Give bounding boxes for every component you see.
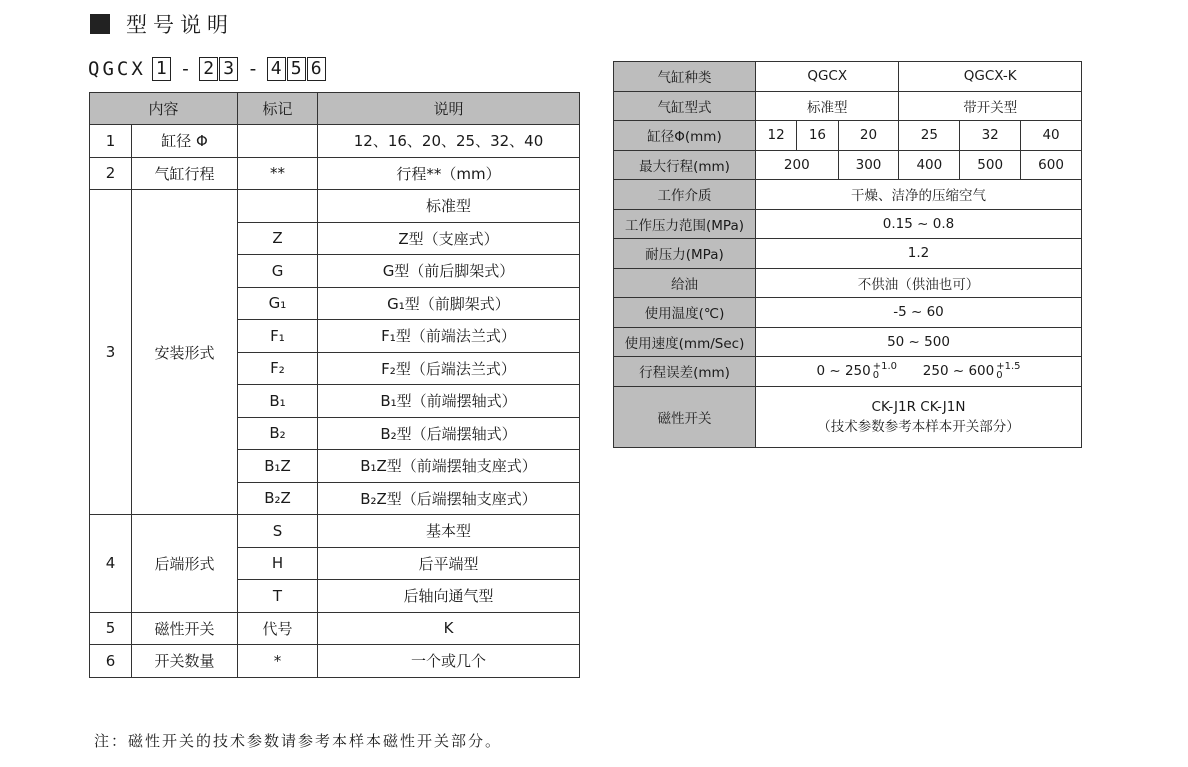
model-dash: - xyxy=(247,58,259,80)
row-number: 2 xyxy=(90,157,132,190)
row-desc: 后轴向通气型 xyxy=(318,580,580,613)
spec-label: 行程误差(mm) xyxy=(614,357,756,387)
spec-value xyxy=(756,386,1082,447)
spec-label: 最大行程(mm) xyxy=(614,150,756,180)
spec-row-speed xyxy=(614,327,1082,357)
table-row xyxy=(90,612,580,645)
table-row xyxy=(90,157,580,190)
spec-value: 干燥、洁净的压缩空气 xyxy=(756,180,1082,210)
row-mark: F₁ xyxy=(238,320,318,353)
tolerance-upper: +1.5 xyxy=(996,361,1021,373)
table-row xyxy=(90,190,580,223)
spec-row-switch xyxy=(614,386,1082,447)
row-desc: 标准型 xyxy=(318,190,580,223)
stroke-value: 200 xyxy=(756,150,839,180)
row-mark: B₁ xyxy=(238,385,318,418)
row-content: 缸径 Φ xyxy=(132,125,238,158)
spec-label: 工作压力范围(MPa) xyxy=(614,209,756,239)
row-number: 6 xyxy=(90,645,132,678)
row-content: 开关数量 xyxy=(132,645,238,678)
spec-row-lube xyxy=(614,268,1082,298)
row-mark: T xyxy=(238,580,318,613)
spec-row-form xyxy=(614,91,1082,121)
tolerance-limits xyxy=(996,362,1020,380)
row-desc: 12、16、20、25、32、40 xyxy=(318,125,580,158)
tolerance-range: 0 ~ 250 xyxy=(816,363,871,380)
row-number: 5 xyxy=(90,612,132,645)
spec-label: 耐压力(MPa) xyxy=(614,239,756,269)
row-desc: 后平端型 xyxy=(318,547,580,580)
table-row xyxy=(90,125,580,158)
bore-value: 25 xyxy=(899,121,960,151)
spec-value: 标准型 xyxy=(756,91,899,121)
spec-label: 给油 xyxy=(614,268,756,298)
stroke-value: 400 xyxy=(899,150,960,180)
spec-label: 工作介质 xyxy=(614,180,756,210)
spec-value: 1.2 xyxy=(756,239,1082,269)
section-title-text: 型号说明 xyxy=(126,13,234,37)
row-desc: B₁Z型（前端摆轴支座式） xyxy=(318,450,580,483)
row-desc: B₂型（后端摆轴式） xyxy=(318,417,580,450)
model-description-table xyxy=(89,92,580,678)
spec-table xyxy=(613,61,1082,448)
tolerance-upper: +1.0 xyxy=(872,361,898,373)
row-mark: H xyxy=(238,547,318,580)
bore-value: 16 xyxy=(797,121,838,151)
spec-value: QGCX-K xyxy=(899,62,1082,92)
bore-value: 20 xyxy=(838,121,899,151)
stroke-value: 600 xyxy=(1021,150,1082,180)
row-mark: B₂ xyxy=(238,417,318,450)
row-mark xyxy=(238,190,318,223)
spec-value: 0.15 ~ 0.8 xyxy=(756,209,1082,239)
bore-value: 40 xyxy=(1021,121,1082,151)
row-content: 安装形式 xyxy=(132,190,238,515)
spec-label: 磁性开关 xyxy=(614,386,756,447)
stroke-value: 300 xyxy=(838,150,899,180)
spec-row-bore xyxy=(614,121,1082,151)
row-mark: B₂Z xyxy=(238,482,318,515)
row-number: 1 xyxy=(90,125,132,158)
tolerance-limits xyxy=(873,362,897,380)
footnote: 注：磁性开关的技术参数请参考本样本磁性开关部分。 xyxy=(94,732,503,750)
switch-note: （技术参数参考本样本开关部分） xyxy=(817,418,1020,435)
row-desc: B₁型（前端摆轴式） xyxy=(318,385,580,418)
row-mark xyxy=(238,125,318,158)
model-digit-2: 2 xyxy=(199,57,218,81)
row-desc: F₁型（前端法兰式） xyxy=(318,320,580,353)
spec-value: 50 ~ 500 xyxy=(756,327,1082,357)
row-mark: * xyxy=(238,645,318,678)
spec-value xyxy=(756,357,1082,387)
row-desc: F₂型（后端法兰式） xyxy=(318,352,580,385)
row-mark: G₁ xyxy=(238,287,318,320)
model-prefix: QGCX xyxy=(88,58,146,80)
row-desc: 行程**（mm） xyxy=(318,157,580,190)
table-row xyxy=(90,515,580,548)
row-number: 4 xyxy=(90,515,132,613)
model-digit-6: 6 xyxy=(307,57,326,81)
spec-label: 缸径Φ(mm) xyxy=(614,121,756,151)
spec-row-temp xyxy=(614,298,1082,328)
spec-row-stroke xyxy=(614,150,1082,180)
spec-value: 带开关型 xyxy=(899,91,1082,121)
spec-label: 气缸型式 xyxy=(614,91,756,121)
row-mark: 代号 xyxy=(238,612,318,645)
model-digit-3: 3 xyxy=(219,57,238,81)
row-content: 气缸行程 xyxy=(132,157,238,190)
row-desc: G型（前后脚架式） xyxy=(318,255,580,288)
model-digit-1: 1 xyxy=(152,57,171,81)
row-desc: G₁型（前脚架式） xyxy=(318,287,580,320)
row-content: 磁性开关 xyxy=(132,612,238,645)
row-desc: Z型（支座式） xyxy=(318,222,580,255)
tolerance-lower: 0 xyxy=(872,370,880,382)
spec-row-pressure xyxy=(614,209,1082,239)
row-mark: B₁Z xyxy=(238,450,318,483)
row-mark: Z xyxy=(238,222,318,255)
bore-value: 32 xyxy=(960,121,1021,151)
row-desc: B₂Z型（后端摆轴支座式） xyxy=(318,482,580,515)
row-desc: 一个或几个 xyxy=(318,645,580,678)
row-mark: G xyxy=(238,255,318,288)
spec-row-type xyxy=(614,62,1082,92)
row-mark: F₂ xyxy=(238,352,318,385)
spec-row-tolerance xyxy=(614,357,1082,387)
spec-row-medium xyxy=(614,180,1082,210)
spec-label: 气缸种类 xyxy=(614,62,756,92)
spec-value: 不供油（供油也可） xyxy=(756,268,1082,298)
spec-row-proof xyxy=(614,239,1082,269)
spec-label: 使用速度(mm/Sec) xyxy=(614,327,756,357)
header-desc: 说明 xyxy=(318,93,580,125)
spec-label: 使用温度(℃) xyxy=(614,298,756,328)
spec-value: QGCX xyxy=(756,62,899,92)
row-number: 3 xyxy=(90,190,132,515)
table-row xyxy=(90,645,580,678)
model-code xyxy=(88,56,327,82)
row-desc: K xyxy=(318,612,580,645)
spec-value: -5 ~ 60 xyxy=(756,298,1082,328)
section-title xyxy=(90,8,234,40)
stroke-value: 500 xyxy=(960,150,1021,180)
model-digit-4: 4 xyxy=(267,57,286,81)
row-desc: 基本型 xyxy=(318,515,580,548)
row-content: 后端形式 xyxy=(132,515,238,613)
header-mark: 标记 xyxy=(238,93,318,125)
model-dash: - xyxy=(179,58,192,80)
tolerance-lower: 0 xyxy=(996,370,1003,382)
table-header-row xyxy=(90,93,580,125)
model-digit-5: 5 xyxy=(287,57,306,81)
bore-value: 12 xyxy=(756,121,797,151)
row-mark: S xyxy=(238,515,318,548)
switch-models: CK-J1R CK-J1N xyxy=(871,398,966,415)
tolerance-range: 250 ~ 600 xyxy=(922,363,995,380)
square-bullet-icon xyxy=(90,14,110,34)
header-content: 内容 xyxy=(90,93,238,125)
row-mark: ** xyxy=(238,157,318,190)
